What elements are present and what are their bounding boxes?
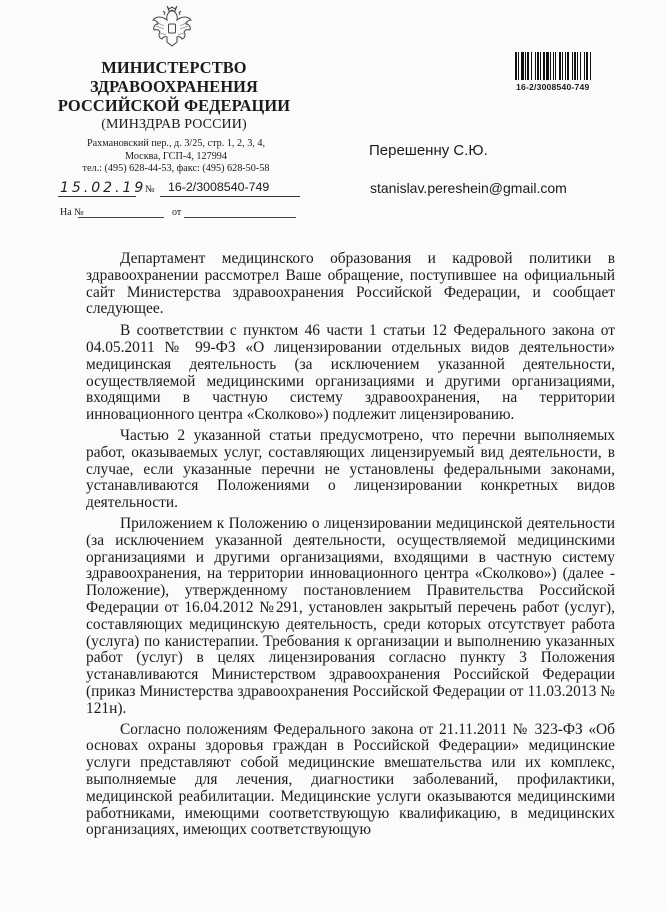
ministry-line-2: ЗДРАВООХРАНЕНИЯ — [90, 77, 258, 96]
barcode-bar — [577, 52, 578, 80]
barcode-bar — [537, 52, 539, 80]
barcode-bar — [515, 52, 517, 80]
barcode-bar — [574, 52, 576, 80]
barcode-bar — [555, 52, 556, 80]
outgoing-reference — [0, 180, 320, 200]
incoming-reference — [0, 205, 320, 221]
barcode-bar — [543, 52, 545, 80]
paragraph-1: Департамент медицинского образования и кадровой политики в здравоохранении рассмотрел Ваше обращение, поступившее на официальный сайт Министерства здравоохранения Российской Федерации, и сообщает следующее. — [86, 250, 615, 318]
barcode-bar — [546, 52, 549, 80]
barcode-bar — [540, 52, 541, 80]
incoming-date-line — [184, 217, 296, 218]
barcode-bar — [586, 52, 588, 80]
paragraph-4: Приложением к Положению о лицензировании медицинской деятельности (за исключением указанной деятельности, осуществляемой медицинскими организациями и другими организациями, входящими в частную систему здравоохранения, на территории инновационного центра «Сколково») (далее - Положение), утвержденному постановлением Правительства Российской Федерации от 16.04.2012 №291, установлен закрытый перечень работ (услуг), составляющих медицинскую деятельность, среди которых отсутствует работа (услуга) по канистерапии. Требования к организации и выполнению указанных работ (услуг) в целях лицензирования согласно пункту 3 Положения устанавливаются Министерством здравоохранения Российской Федерации (приказ Министерства здравоохранения Российской Федерации от 11.03.2013 № 121н). — [86, 514, 615, 717]
number-underline — [160, 196, 300, 197]
outgoing-date: 15.02.19 — [60, 180, 147, 196]
outgoing-number: 16-2/3008540-749 — [168, 180, 270, 194]
barcode-bar — [580, 52, 581, 80]
incoming-number-label: На № — [60, 207, 84, 218]
address-line-2: Москва, ГСП-4, 127994 — [125, 150, 227, 162]
barcode-bar — [584, 52, 585, 80]
barcode-bar — [518, 52, 519, 80]
ministry-address — [62, 138, 290, 176]
barcode-bar — [550, 52, 551, 80]
ministry-abbreviation: (МИНЗДРАВ РОССИИ) — [101, 117, 247, 132]
recipient-name: Перешенну С.Ю. — [369, 142, 488, 159]
barcode-bar — [535, 52, 536, 80]
paragraph-5: Согласно положениям Федерального закона от 21.11.2011 № 323-ФЗ «Об основах охраны здоровья граждан в Российской Федерации» медицинские услуги представляют собой медицинские вмешательства или их комплекс, выполняемые для лечения, диагностики заболеваний, профилактики, медицинской реабилитации. Медицинские услуги оказываются медицинскими работниками, имеющими соответствующую квалификацию, в медицинских организациях, имеющих соответствующую — [86, 720, 615, 839]
ministry-title — [48, 58, 300, 134]
barcode-bar — [567, 52, 569, 80]
recipient-email: stanislav.pereshein@gmail.com — [370, 180, 567, 196]
number-label: № — [145, 184, 155, 195]
barcode-bar — [572, 52, 573, 80]
coat-of-arms-icon — [150, 2, 194, 52]
barcode-bar — [562, 52, 563, 80]
barcode-number: 16-2/3008540-749 — [516, 82, 590, 92]
paragraph-3: Частью 2 указанной статьи предусмотрено, что перечни выполняемых работ, оказываемых услуг, составляющих лицензируемый вид деятельности, в случае, если указанные перечни не установлены федеральными законами, устанавливаются Положениями о лицензировании конкретных видов деятельности. — [86, 426, 615, 512]
ministry-line-1: МИНИСТЕРСТВО — [101, 58, 247, 77]
address-line-1: Рахмановский пер., д. 3/25, стр. 1, 2, 3, 4, — [86, 138, 266, 149]
ministry-line-3: РОССИЙСКОЙ ФЕДЕРАЦИИ — [57, 96, 291, 115]
date-underline — [58, 196, 136, 197]
address-line-3: тел.: (495) 628-44-53, факс: (495) 628-50-58 — [82, 163, 270, 175]
barcode-bar — [525, 52, 526, 80]
incoming-date-label: от — [172, 207, 182, 218]
barcode-bar — [590, 52, 591, 80]
barcode-bar — [559, 52, 561, 80]
incoming-number-line — [78, 217, 164, 218]
barcode-icon — [515, 52, 623, 80]
barcode-bar — [565, 52, 566, 80]
barcode-bar — [521, 52, 524, 80]
barcode-bar — [553, 52, 554, 80]
barcode-bar — [531, 52, 532, 80]
paragraph-2: В соответствии с пунктом 46 части 1 статьи 12 Федерального закона от 04.05.2011 № 99-ФЗ «О лицензировании отдельных видов деятельности» медицинская деятельность (за исключением указанной деятельности, осуществляемой медицинскими организациями и другими организациями, входящими в частную систему здравоохранения, на территории инновационного центра «Сколково») подлежит лицензированию. — [86, 322, 615, 424]
letter-body — [86, 251, 615, 843]
barcode-bar — [527, 52, 529, 80]
